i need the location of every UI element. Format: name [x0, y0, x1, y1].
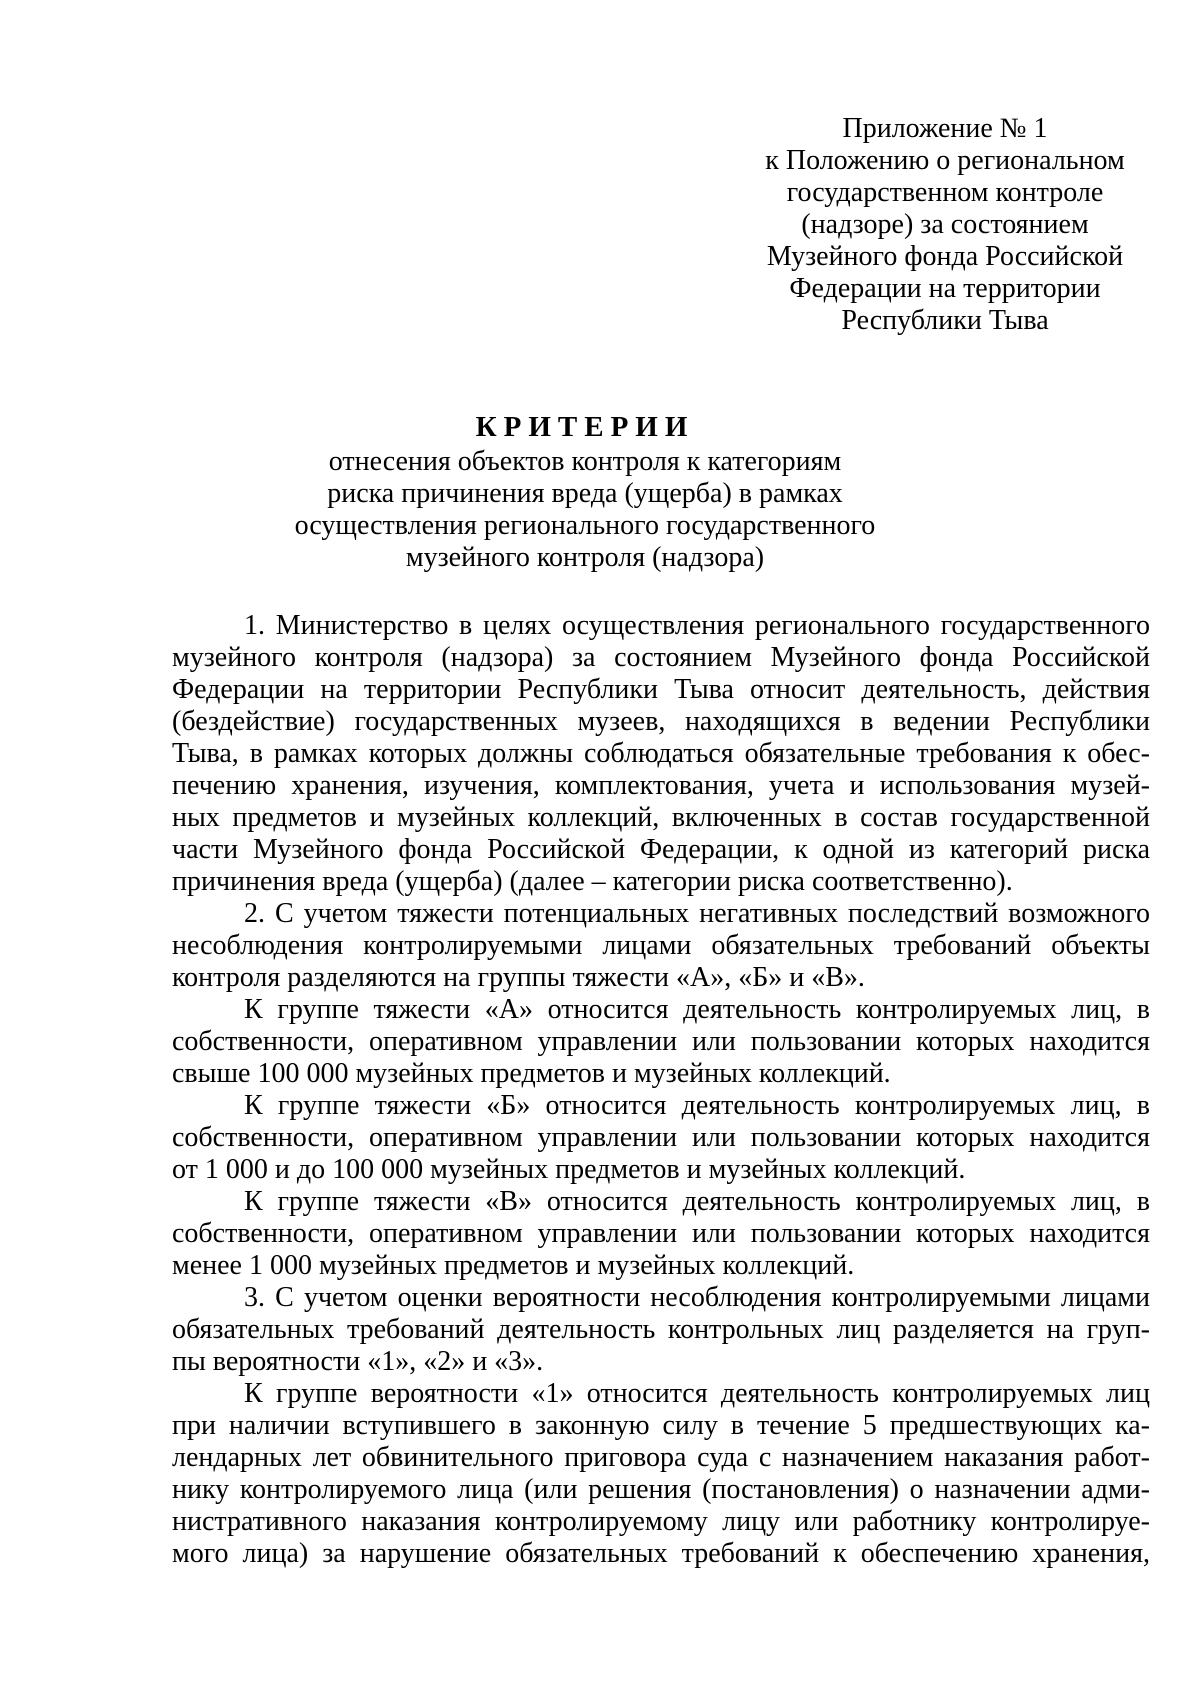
subtitle-line: отнесения объектов контроля к категориям [328, 446, 842, 477]
body-line: 2. С учетом тяжести потенциальных негативных последствий возможного [244, 898, 1150, 929]
body-line: при наличии вступившего в законную силу в течение 5 предшествующих ка- [172, 1410, 1150, 1441]
body-line: Федерации на территории Республики Тыва относит деятельность, действия [172, 674, 1150, 705]
subtitle-line: риска причинения вреда (ущерба) в рамках [327, 478, 843, 509]
body-line: ных предметов и музейных коллекций, включенных в состав государственной [172, 802, 1150, 833]
appendix-line: Федерации на территории [789, 273, 1101, 304]
body-line: причинения вреда (ущерба) (далее – категории риска соответственно). [172, 866, 1013, 897]
body-line: свыше 100 000 музейных предметов и музейных коллекций. [172, 1058, 891, 1089]
appendix-line: Республики Тыва [841, 305, 1049, 336]
appendix-line: Музейного фонда Российской [766, 241, 1124, 272]
document-title: КРИТЕРИИ [475, 411, 695, 443]
body-line: нистративного наказания контролируемому лицу или работнику контролируе- [172, 1506, 1150, 1537]
document-body [172, 610, 1150, 1570]
body-line: печению хранения, изучения, комплектования, учета и использования музей- [172, 770, 1150, 801]
body-line: К группе тяжести «А» относится деятельность контролируемых лиц, в [244, 994, 1150, 1025]
body-line: обязательных требований деятельность контрольных лиц разделяется на груп- [172, 1314, 1150, 1345]
appendix-line: (надзоре) за состоянием [801, 209, 1089, 240]
document-subtitle [170, 446, 1000, 574]
body-line: К группе тяжести «В» относится деятельность контролируемых лиц, в [244, 1186, 1150, 1217]
body-line: 1. Министерство в целях осуществления регионального государственного [244, 610, 1150, 641]
body-line: К группе вероятности «1» относится деятельность контролируемых лиц [244, 1378, 1150, 1409]
body-line: собственности, оперативном управлении или пользовании которых находится [172, 1122, 1150, 1153]
body-line: мого лица) за нарушение обязательных требований к обеспечению хранения, [172, 1538, 1150, 1569]
body-line: нику контролируемого лица (или решения (постановления) о назначении адми- [172, 1474, 1150, 1505]
body-line: пы вероятности «1», «2» и «3». [172, 1346, 544, 1377]
subtitle-line: музейного контроля (надзора) [405, 542, 765, 573]
body-line: от 1 000 и до 100 000 музейных предметов и музейных коллекций. [172, 1154, 966, 1185]
body-line: собственности, оперативном управлении или пользовании которых находится [172, 1218, 1150, 1249]
appendix-line: Приложение № 1 [842, 113, 1048, 144]
body-line: менее 1 000 музейных предметов и музейных коллекций. [172, 1250, 855, 1281]
body-line: лендарных лет обвинительного приговора суда с назначением наказания работ- [172, 1442, 1150, 1473]
appendix-line: государственном контроле [786, 177, 1104, 208]
body-line: контроля разделяются на группы тяжести «А», «Б» и «В». [172, 962, 865, 993]
appendix-line: к Положению о региональном [765, 145, 1125, 176]
body-line: музейного контроля (надзора) за состоянием Музейного фонда Российской [172, 642, 1150, 673]
body-line: К группе тяжести «Б» относится деятельность контролируемых лиц, в [244, 1090, 1150, 1121]
body-line: несоблюдения контролируемыми лицами обязательных требований объекты [172, 930, 1150, 961]
subtitle-line: осуществления регионального государственного [294, 510, 876, 541]
body-line: Тыва, в рамках которых должны соблюдаться обязательные требования к обес- [172, 738, 1150, 769]
body-line: (бездействие) государственных музеев, находящихся в ведении Республики [172, 706, 1150, 737]
body-line: 3. С учетом оценки вероятности несоблюдения контролируемыми лицами [244, 1282, 1150, 1313]
body-line: части Музейного фонда Российской Федерации, к одной из категорий риска [172, 834, 1150, 865]
body-line: собственности, оперативном управлении или пользовании которых находится [172, 1026, 1150, 1057]
appendix-header [745, 113, 1145, 337]
